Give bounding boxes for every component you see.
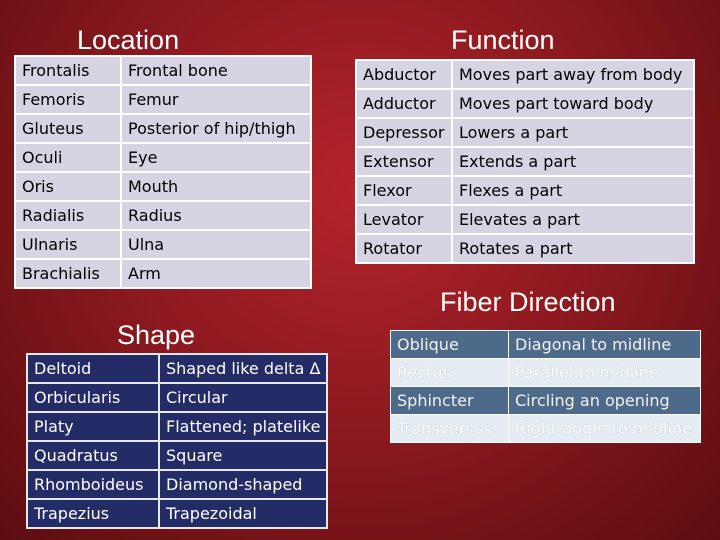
location-heading: Location (77, 25, 180, 55)
meaning-cell: Parallel to midline (509, 359, 701, 387)
term-cell: Transversus (391, 415, 509, 443)
meaning-cell: Square (159, 441, 327, 470)
meaning-cell: Flexes a part (452, 176, 694, 205)
shape-table (26, 353, 328, 529)
term-cell: Extensor (356, 147, 452, 176)
shape-heading: Shape (117, 320, 196, 350)
term-cell: Levator (356, 205, 452, 234)
term-cell: Flexor (356, 176, 452, 205)
meaning-cell: Eye (121, 143, 311, 172)
location-table (14, 55, 312, 289)
meaning-cell: Elevates a part (452, 205, 694, 234)
term-cell: Ulnaris (15, 230, 121, 259)
table-row (391, 387, 701, 415)
meaning-cell: Ulna (121, 230, 311, 259)
table-row (15, 114, 311, 143)
meaning-cell: Moves part away from body (452, 60, 694, 89)
term-cell: Adductor (356, 89, 452, 118)
term-cell: Oculi (15, 143, 121, 172)
term-cell: Quadratus (27, 441, 159, 470)
term-cell: Orbicularis (27, 383, 159, 412)
table-row (15, 172, 311, 201)
function-table (355, 59, 695, 264)
term-cell: Oris (15, 172, 121, 201)
fiber-direction-heading: Fiber Direction (440, 287, 616, 317)
meaning-cell: Moves part toward body (452, 89, 694, 118)
function-heading: Function (451, 25, 555, 55)
table-row (15, 143, 311, 172)
meaning-cell: Flattened; platelike (159, 412, 327, 441)
term-cell: Platy (27, 412, 159, 441)
term-cell: Brachialis (15, 259, 121, 288)
table-row (356, 60, 694, 89)
meaning-cell: Right angle to midline (509, 415, 701, 443)
meaning-cell: Diagonal to midline (509, 331, 701, 359)
table-row (356, 205, 694, 234)
term-cell: Oblique (391, 331, 509, 359)
table-row (356, 176, 694, 205)
table-row (391, 331, 701, 359)
table-row (15, 85, 311, 114)
term-cell: Abductor (356, 60, 452, 89)
table-row (15, 230, 311, 259)
meaning-cell: Radius (121, 201, 311, 230)
term-cell: Rectus (391, 359, 509, 387)
table-row (391, 415, 701, 443)
table-row (27, 499, 327, 528)
term-cell: Sphincter (391, 387, 509, 415)
table-row (356, 89, 694, 118)
meaning-cell: Femur (121, 85, 311, 114)
term-cell: Deltoid (27, 354, 159, 383)
meaning-cell: Circling an opening (509, 387, 701, 415)
term-cell: Femoris (15, 85, 121, 114)
table-row (27, 354, 327, 383)
table-row (15, 201, 311, 230)
meaning-cell: Posterior of hip/thigh (121, 114, 311, 143)
term-cell: Depressor (356, 118, 452, 147)
meaning-cell: Shaped like delta Δ (159, 354, 327, 383)
fiber-direction-table (390, 330, 701, 443)
term-cell: Gluteus (15, 114, 121, 143)
term-cell: Frontalis (15, 56, 121, 85)
meaning-cell: Rotates a part (452, 234, 694, 263)
table-row (27, 470, 327, 499)
table-row (27, 383, 327, 412)
meaning-cell: Arm (121, 259, 311, 288)
table-row (27, 412, 327, 441)
table-row (391, 359, 701, 387)
meaning-cell: Lowers a part (452, 118, 694, 147)
table-row (356, 234, 694, 263)
term-cell: Rotator (356, 234, 452, 263)
table-row (15, 259, 311, 288)
meaning-cell: Frontal bone (121, 56, 311, 85)
term-cell: Trapezius (27, 499, 159, 528)
table-row (356, 118, 694, 147)
term-cell: Radialis (15, 201, 121, 230)
meaning-cell: Mouth (121, 172, 311, 201)
table-row (15, 56, 311, 85)
meaning-cell: Circular (159, 383, 327, 412)
meaning-cell: Diamond-shaped (159, 470, 327, 499)
meaning-cell: Trapezoidal (159, 499, 327, 528)
term-cell: Rhomboideus (27, 470, 159, 499)
meaning-cell: Extends a part (452, 147, 694, 176)
table-row (356, 147, 694, 176)
table-row (27, 441, 327, 470)
